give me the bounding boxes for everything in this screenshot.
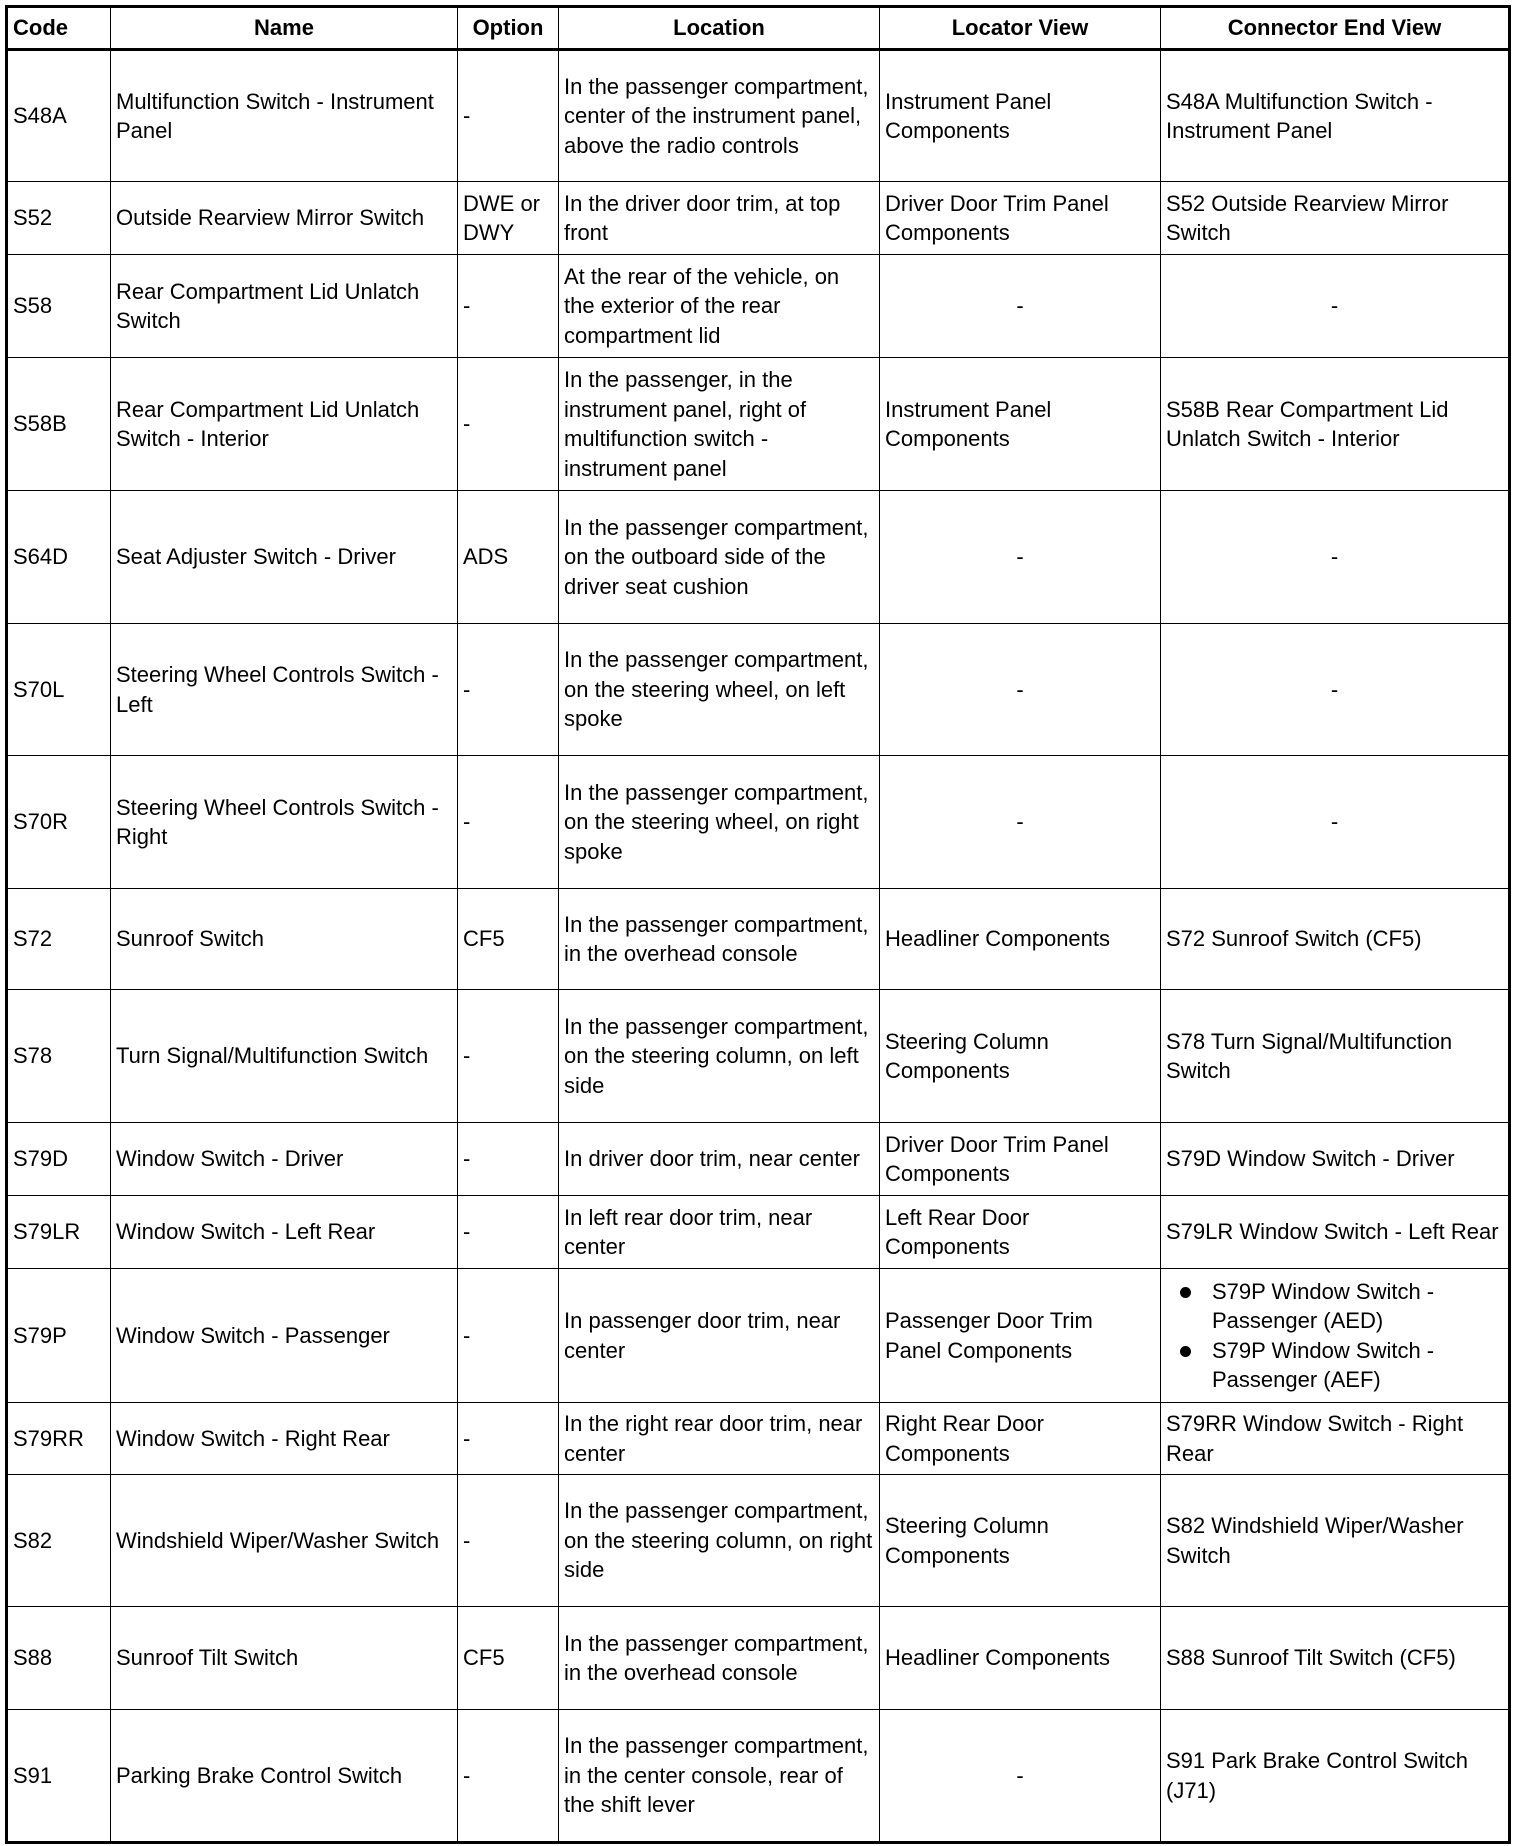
- option-cell: -: [458, 990, 559, 1123]
- component-locator-table: [5, 5, 1511, 1844]
- connector-end-view-cell: S79D Window Switch - Driver: [1161, 1123, 1510, 1196]
- code-cell: S70L: [7, 624, 111, 756]
- table-row: [7, 255, 1510, 358]
- table-row: [7, 1475, 1510, 1607]
- code-cell: S79RR: [7, 1403, 111, 1475]
- code-cell: S64D: [7, 491, 111, 624]
- locator-view-cell: Passenger Door Trim Panel Components: [880, 1269, 1161, 1403]
- header-locator-view: Locator View: [880, 7, 1161, 50]
- name-cell: Seat Adjuster Switch - Driver: [111, 491, 458, 624]
- option-cell: DWE or DWY: [458, 182, 559, 255]
- table-row: [7, 1123, 1510, 1196]
- name-cell: Window Switch - Left Rear: [111, 1196, 458, 1269]
- table-row: [7, 1196, 1510, 1269]
- code-cell: S48A: [7, 50, 111, 182]
- code-cell: S52: [7, 182, 111, 255]
- location-cell: In the passenger compartment, in the overhead console: [559, 1607, 880, 1710]
- name-cell: Steering Wheel Controls Switch - Left: [111, 624, 458, 756]
- locator-view-cell: Headliner Components: [880, 1607, 1161, 1710]
- code-cell: S58B: [7, 358, 111, 491]
- locator-view-cell: Left Rear Door Components: [880, 1196, 1161, 1269]
- table-row: [7, 1710, 1510, 1843]
- header-location: Location: [559, 7, 880, 50]
- connector-end-view-cell: S91 Park Brake Control Switch (J71): [1161, 1710, 1510, 1843]
- connector-end-view-cell: S52 Outside Rearview Mirror Switch: [1161, 182, 1510, 255]
- name-cell: Window Switch - Passenger: [111, 1269, 458, 1403]
- location-cell: In the right rear door trim, near center: [559, 1403, 880, 1475]
- connector-end-view-cell: -: [1161, 756, 1510, 889]
- location-cell: In the passenger compartment, on the steering wheel, on right spoke: [559, 756, 880, 889]
- connector-end-view-cell: S78 Turn Signal/Multifunction Switch: [1161, 990, 1510, 1123]
- connector-end-view-cell: -: [1161, 255, 1510, 358]
- name-cell: Sunroof Switch: [111, 889, 458, 990]
- option-cell: CF5: [458, 1607, 559, 1710]
- locator-view-cell: -: [880, 756, 1161, 889]
- code-cell: S78: [7, 990, 111, 1123]
- table-row: [7, 889, 1510, 990]
- option-cell: -: [458, 50, 559, 182]
- connector-end-view-cell: S82 Windshield Wiper/Washer Switch: [1161, 1475, 1510, 1607]
- name-cell: Steering Wheel Controls Switch - Right: [111, 756, 458, 889]
- table-row: [7, 990, 1510, 1123]
- location-cell: In the passenger compartment, center of the instrument panel, above the radio controls: [559, 50, 880, 182]
- table-row: [7, 182, 1510, 255]
- option-cell: -: [458, 255, 559, 358]
- name-cell: Rear Compartment Lid Unlatch Switch - Interior: [111, 358, 458, 491]
- name-cell: Sunroof Tilt Switch: [111, 1607, 458, 1710]
- code-cell: S72: [7, 889, 111, 990]
- option-cell: -: [458, 1710, 559, 1843]
- connector-list-item: S79P Window Switch - Passenger (AEF): [1212, 1336, 1503, 1395]
- location-cell: In driver door trim, near center: [559, 1123, 880, 1196]
- table-row: [7, 1403, 1510, 1475]
- location-cell: In passenger door trim, near center: [559, 1269, 880, 1403]
- locator-view-cell: Driver Door Trim Panel Components: [880, 1123, 1161, 1196]
- locator-view-cell: -: [880, 624, 1161, 756]
- locator-view-cell: Instrument Panel Components: [880, 50, 1161, 182]
- option-cell: -: [458, 1196, 559, 1269]
- name-cell: Outside Rearview Mirror Switch: [111, 182, 458, 255]
- table-row: [7, 50, 1510, 182]
- header-name: Name: [111, 7, 458, 50]
- location-cell: In the driver door trim, at top front: [559, 182, 880, 255]
- option-cell: -: [458, 1269, 559, 1403]
- code-cell: S82: [7, 1475, 111, 1607]
- location-cell: At the rear of the vehicle, on the exterior of the rear compartment lid: [559, 255, 880, 358]
- location-cell: In the passenger compartment, on the steering column, on right side: [559, 1475, 880, 1607]
- locator-view-cell: Right Rear Door Components: [880, 1403, 1161, 1475]
- option-cell: CF5: [458, 889, 559, 990]
- option-cell: -: [458, 624, 559, 756]
- header-option: Option: [458, 7, 559, 50]
- code-cell: S58: [7, 255, 111, 358]
- connector-list-item: S79P Window Switch - Passenger (AED): [1212, 1277, 1503, 1336]
- location-cell: In the passenger, in the instrument panel, right of multifunction switch - instrument panel: [559, 358, 880, 491]
- option-cell: -: [458, 1475, 559, 1607]
- connector-end-view-cell: S48A Multifunction Switch - Instrument Panel: [1161, 50, 1510, 182]
- name-cell: Multifunction Switch - Instrument Panel: [111, 50, 458, 182]
- name-cell: Turn Signal/Multifunction Switch: [111, 990, 458, 1123]
- connector-end-view-cell: S79RR Window Switch - Right Rear: [1161, 1403, 1510, 1475]
- code-cell: S70R: [7, 756, 111, 889]
- option-cell: -: [458, 1403, 559, 1475]
- name-cell: Window Switch - Driver: [111, 1123, 458, 1196]
- table-row: [7, 358, 1510, 491]
- location-cell: In the passenger compartment, on the steering column, on left side: [559, 990, 880, 1123]
- location-cell: In the passenger compartment, in the center console, rear of the shift lever: [559, 1710, 880, 1843]
- option-cell: -: [458, 1123, 559, 1196]
- location-cell: In the passenger compartment, on the outboard side of the driver seat cushion: [559, 491, 880, 624]
- table-row: [7, 624, 1510, 756]
- code-cell: S79LR: [7, 1196, 111, 1269]
- table-row: [7, 491, 1510, 624]
- connector-list: [1166, 1277, 1503, 1395]
- table-row: [7, 1607, 1510, 1710]
- code-cell: S79P: [7, 1269, 111, 1403]
- table-row: [7, 756, 1510, 889]
- name-cell: Window Switch - Right Rear: [111, 1403, 458, 1475]
- connector-end-view-cell: S88 Sunroof Tilt Switch (CF5): [1161, 1607, 1510, 1710]
- locator-view-cell: Steering Column Components: [880, 990, 1161, 1123]
- option-cell: -: [458, 756, 559, 889]
- name-cell: Parking Brake Control Switch: [111, 1710, 458, 1843]
- locator-view-cell: Headliner Components: [880, 889, 1161, 990]
- header-code: Code: [7, 7, 111, 50]
- option-cell: ADS: [458, 491, 559, 624]
- name-cell: Windshield Wiper/Washer Switch: [111, 1475, 458, 1607]
- connector-end-view-cell: S79LR Window Switch - Left Rear: [1161, 1196, 1510, 1269]
- option-cell: -: [458, 358, 559, 491]
- locator-view-cell: -: [880, 491, 1161, 624]
- name-cell: Rear Compartment Lid Unlatch Switch: [111, 255, 458, 358]
- locator-view-cell: -: [880, 255, 1161, 358]
- location-cell: In left rear door trim, near center: [559, 1196, 880, 1269]
- locator-view-cell: -: [880, 1710, 1161, 1843]
- connector-end-view-cell: [1161, 1269, 1510, 1403]
- location-cell: In the passenger compartment, on the steering wheel, on left spoke: [559, 624, 880, 756]
- header-connector-end-view: Connector End View: [1161, 7, 1510, 50]
- connector-end-view-cell: -: [1161, 624, 1510, 756]
- table-row: [7, 1269, 1510, 1403]
- header-row: [7, 7, 1510, 50]
- locator-view-cell: Steering Column Components: [880, 1475, 1161, 1607]
- code-cell: S91: [7, 1710, 111, 1843]
- locator-view-cell: Instrument Panel Components: [880, 358, 1161, 491]
- connector-end-view-cell: S58B Rear Compartment Lid Unlatch Switch - Interior: [1161, 358, 1510, 491]
- connector-end-view-cell: -: [1161, 491, 1510, 624]
- connector-end-view-cell: S72 Sunroof Switch (CF5): [1161, 889, 1510, 990]
- code-cell: S79D: [7, 1123, 111, 1196]
- location-cell: In the passenger compartment, in the overhead console: [559, 889, 880, 990]
- code-cell: S88: [7, 1607, 111, 1710]
- locator-view-cell: Driver Door Trim Panel Components: [880, 182, 1161, 255]
